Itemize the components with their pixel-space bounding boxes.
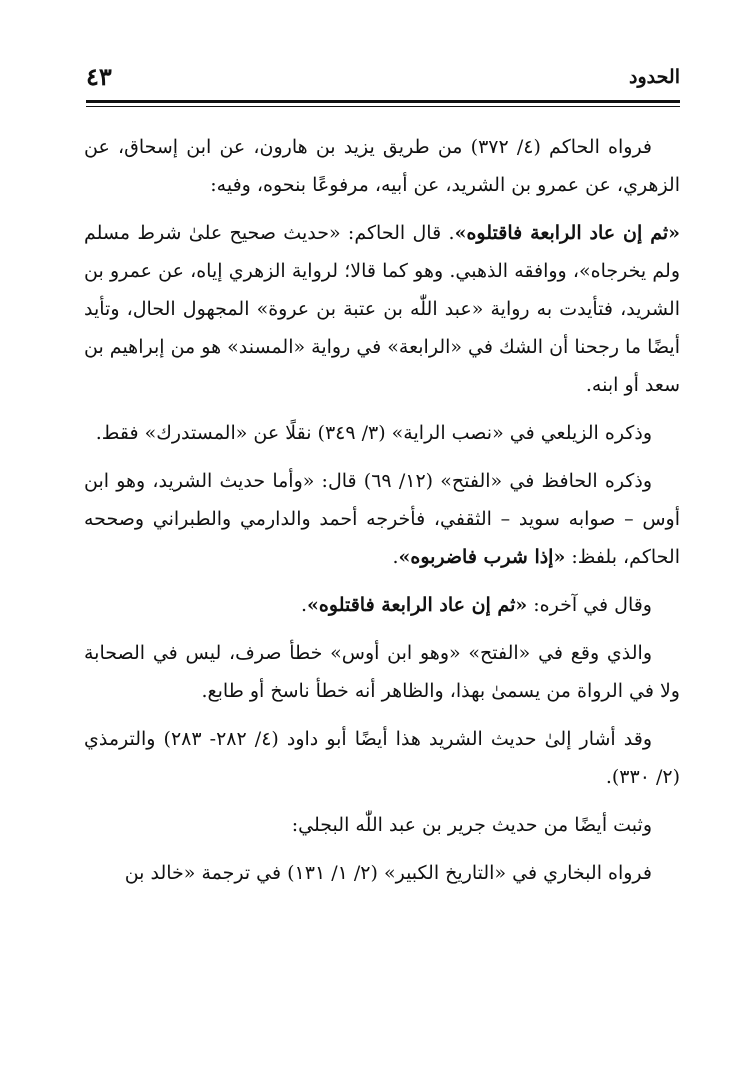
paragraph-text: وذكره الحافظ في «الفتح» (١٢/ ٦٩) قال: «وأما حديث الشريد، وهو ابن أوس – صوابه سويد – الثقفي، فأخرجه أحمد والدارمي والطبراني وصححه الحاكم، بلفظ: [84, 470, 680, 568]
running-header [86, 62, 680, 96]
page-number: ٤٣ [86, 62, 112, 91]
paragraph-6 [84, 634, 680, 710]
chapter-title: الحدود [629, 66, 680, 88]
paragraph-text: فرواه البخاري في «التاريخ الكبير» (٢/ ١/ ١٣١) في ترجمة «خالد بن [124, 862, 652, 884]
paragraph-text: وقال في آخره: [527, 594, 652, 616]
paragraph-8 [84, 806, 680, 844]
paragraph-text-after: . [392, 546, 399, 568]
hadith-quote: «إذا شرب فاضربوه» [398, 546, 566, 568]
paragraph-5 [84, 586, 680, 624]
paragraph-text: والذي وقع في «الفتح» «وهو ابن أوس» خطأ صرف، ليس في الصحابة ولا في الرواة من يسمىٰ بهذا، والظاهر أنه خطأ ناسخ أو طابع. [84, 642, 680, 702]
paragraph-7 [84, 720, 680, 796]
paragraph-text: وذكره الزيلعي في «نصب الراية» (٣/ ٣٤٩) نقلًا عن «المستدرك» فقط. [95, 422, 652, 444]
hadith-quote: «ثم إن عاد الرابعة فاقتلوه» [454, 222, 681, 244]
paragraph-4 [84, 462, 680, 576]
paragraph-text: . قال الحاكم: «حديث صحيح علىٰ شرط مسلم ولم يخرجاه»، ووافقه الذهبي. وهو كما قالا؛ لرواية الزهري إياه، عن عمرو بن الشريد، فتأيدت به رواية «عبد اللّٰه بن عتبة بن عروة» المجهول الحال، وتأيد أيضًا ما رجحنا أن الشك في «الرابعة» في رواية «المسند» هو من إبراهيم بن سعد أو ابنه. [84, 222, 680, 396]
paragraph-9 [84, 854, 680, 892]
paragraph-2 [84, 214, 680, 404]
body-text [84, 128, 680, 902]
paragraph-text: فرواه الحاكم (٤/ ٣٧٢) من طريق يزيد بن هارون، عن ابن إسحاق، عن الزهري، عن عمرو بن الشريد، عن أبيه، مرفوعًا بنحوه، وفيه: [84, 136, 680, 196]
paragraph-text-after: . [301, 594, 308, 616]
paragraph-text: وثبت أيضًا من حديث جرير بن عبد اللّٰه البجلي: [291, 814, 652, 836]
paragraph-3 [84, 414, 680, 452]
hadith-quote: «ثم إن عاد الرابعة فاقتلوه» [307, 594, 528, 616]
paragraph-text: وقد أشار إلىٰ حديث الشريد هذا أيضًا أبو داود (٤/ ٢٨٢- ٢٨٣) والترمذي (٢/ ٣٣٠). [84, 728, 680, 788]
header-rule-thick [86, 100, 680, 103]
paragraph-1 [84, 128, 680, 204]
header-rule-thin [86, 106, 680, 107]
